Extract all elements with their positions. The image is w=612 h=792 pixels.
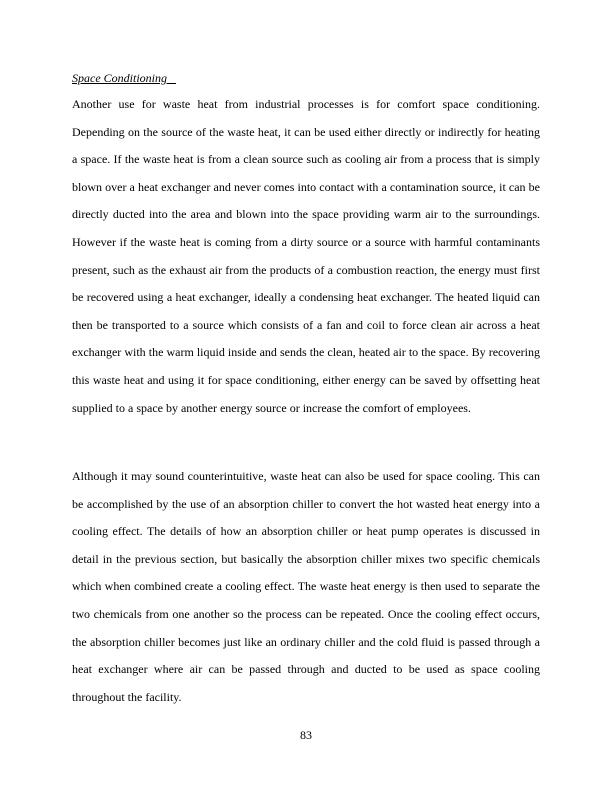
paragraph-space-heating: Another use for waste heat from industrial processes is for comfort space conditioning. Depending on the source of the waste heat, it can be used either directly or indirectly for heating a space. If the waste heat is from a clean source such as cooling air from a process that is simply blown over a heat exchanger and never comes into contact with a contamination source, it can be directly ducted into the area and blown into the space providing warm air to the surroundings. However if the waste heat is coming from a dirty source or a source with harmful contaminants present, such as the exhaust air from the products of a combustion reaction, the energy must first be recovered using a heat exchanger, ideally a condensing heat exchanger. The heated liquid can then be transported to a source which consists of a fan and coil to force clean air across a heat exchanger with the warm liquid inside and sends the clean, heated air to the space. By recovering this waste heat and using it for space conditioning, either energy can be saved by offsetting heat supplied to a space by another energy source or increase the comfort of employees. <box>72 97 540 415</box>
section-heading: Space Conditioning <box>72 71 176 85</box>
page-number: 83 <box>300 728 312 742</box>
paragraph-space-cooling: Although it may sound counterintuitive, waste heat can also be used for space cooling. This can be accomplished by the use of an absorption chiller to convert the hot wasted heat energy into a cooling effect. The details of how an absorption chiller or heat pump operates is discussed in detail in the previous section, but basically the absorption chiller mixes two specific chemicals which when combined create a cooling effect. The waste heat energy is then used to separate the two chemicals from one another so the process can be repeated. Once the cooling effect occurs, the absorption chiller becomes just like an ordinary chiller and the cold fluid is passed through a heat exchanger where air can be passed through and ducted to be used as space cooling throughout the facility. <box>72 469 540 704</box>
